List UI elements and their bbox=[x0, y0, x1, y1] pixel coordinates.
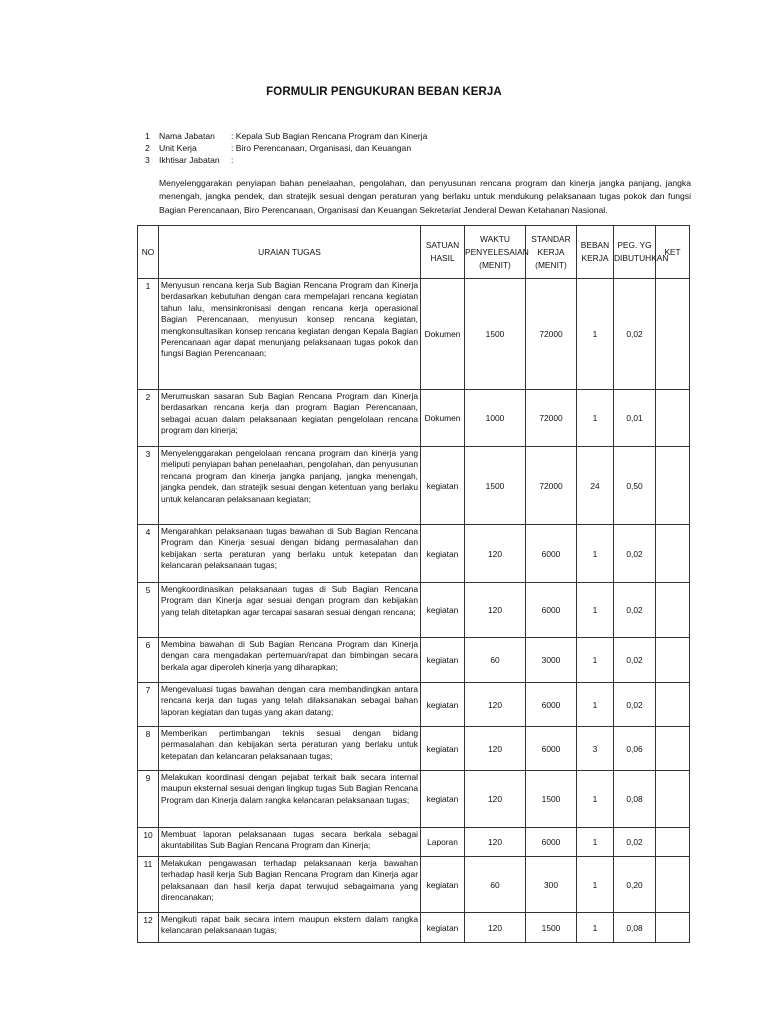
cell-task: Mengkoordinasikan pelaksanaan tugas di Sub Bagian Rencana Program dan Kinerja agar sesuai dengan program dan kebijakan yang telah ditetapkan agar tercapai sasaran sesuai dengan rencana; bbox=[159, 583, 421, 638]
table-row bbox=[138, 913, 690, 943]
info-value: : bbox=[231, 155, 234, 166]
cell-completion-time: 120 bbox=[465, 771, 526, 828]
cell-notes bbox=[656, 279, 690, 390]
info-label: Nama Jabatan bbox=[159, 131, 215, 141]
cell-staff-needed: 0,02 bbox=[614, 525, 656, 583]
cell-work-standard: 6000 bbox=[526, 683, 577, 727]
cell-output-unit: kegiatan bbox=[421, 447, 465, 525]
cell-no: 8 bbox=[138, 727, 159, 771]
cell-no: 3 bbox=[138, 447, 159, 525]
header-notes: KET bbox=[656, 226, 690, 279]
cell-work-standard: 3000 bbox=[526, 638, 577, 683]
cell-workload: 1 bbox=[577, 683, 614, 727]
cell-task: Menyelenggarakan pengelolaan rencana program dan kinerja yang meliputi penyiapan bahan penelaahan, pengolahan, dan penyusunan rencana program dan kinerja jangka panjang, jangka menengah, jangka pendek, dan stratejik sesuai dengan ketentuan yang berlaku untuk kelancaran pelaksanaan kegiatan; bbox=[159, 447, 421, 525]
cell-output-unit: kegiatan bbox=[421, 683, 465, 727]
cell-completion-time: 1500 bbox=[465, 447, 526, 525]
header-work-standard: STANDAR KERJA (MENIT) bbox=[526, 226, 577, 279]
table-row bbox=[138, 828, 690, 857]
cell-output-unit: kegiatan bbox=[421, 638, 465, 683]
cell-task: Mengikuti rapat baik secara intern maupun ekstern dalam rangka kelancaran pelaksanaan tugas; bbox=[159, 913, 421, 943]
cell-workload: 1 bbox=[577, 771, 614, 828]
table-row bbox=[138, 683, 690, 727]
table-row bbox=[138, 638, 690, 683]
cell-task: Memberikan pertimbangan teknis sesuai dengan bidang permasalahan dan kebijakan serta peraturan yang berlaku untuk ketepatan dan kelancaran pelaksanaan tugas; bbox=[159, 727, 421, 771]
header-output-unit: SATUAN HASIL bbox=[421, 226, 465, 279]
header-task-description: URAIAN TUGAS bbox=[159, 226, 421, 279]
cell-staff-needed: 0,02 bbox=[614, 279, 656, 390]
cell-completion-time: 120 bbox=[465, 583, 526, 638]
cell-workload: 1 bbox=[577, 583, 614, 638]
cell-no: 9 bbox=[138, 771, 159, 828]
cell-staff-needed: 0,02 bbox=[614, 828, 656, 857]
cell-notes bbox=[656, 727, 690, 771]
cell-work-standard: 6000 bbox=[526, 525, 577, 583]
cell-task: Membina bawahan di Sub Bagian Rencana Program dan Kinerja dengan cara mengadakan pertemuan/rapat dan bimbingan secara berkala agar diperoleh kinerja yang diharapkan; bbox=[159, 638, 421, 683]
cell-notes bbox=[656, 447, 690, 525]
cell-work-standard: 72000 bbox=[526, 279, 577, 390]
table-row bbox=[138, 771, 690, 828]
cell-staff-needed: 0,02 bbox=[614, 638, 656, 683]
cell-work-standard: 72000 bbox=[526, 447, 577, 525]
cell-staff-needed: 0,02 bbox=[614, 583, 656, 638]
info-row-summary bbox=[145, 154, 427, 166]
cell-work-standard: 300 bbox=[526, 857, 577, 913]
cell-staff-needed: 0,02 bbox=[614, 683, 656, 727]
cell-completion-time: 120 bbox=[465, 525, 526, 583]
cell-output-unit: kegiatan bbox=[421, 525, 465, 583]
info-row-job-title bbox=[145, 130, 427, 142]
cell-no: 1 bbox=[138, 279, 159, 390]
cell-work-standard: 1500 bbox=[526, 771, 577, 828]
header-completion-time: WAKTU PENYELESAIAN (MENIT) bbox=[465, 226, 526, 279]
cell-workload: 1 bbox=[577, 638, 614, 683]
cell-staff-needed: 0,06 bbox=[614, 727, 656, 771]
cell-notes bbox=[656, 390, 690, 447]
cell-completion-time: 60 bbox=[465, 638, 526, 683]
table-row bbox=[138, 727, 690, 771]
cell-workload: 1 bbox=[577, 390, 614, 447]
cell-work-standard: 6000 bbox=[526, 583, 577, 638]
cell-staff-needed: 0,08 bbox=[614, 771, 656, 828]
cell-notes bbox=[656, 583, 690, 638]
table-row bbox=[138, 583, 690, 638]
cell-notes bbox=[656, 828, 690, 857]
workload-table bbox=[137, 225, 690, 943]
cell-notes bbox=[656, 525, 690, 583]
job-info bbox=[145, 130, 427, 167]
cell-completion-time: 1000 bbox=[465, 390, 526, 447]
job-summary-text: Menyelenggarakan penyiapan bahan penelaahan, pengolahan, dan penyusunan rencana program dan kinerja jangka panjang, jangka menengah, jangka pendek, dan stratejik sesuai dengan peraturan yang berlaku untuk mendukung pelaksanaan tugas pokok dan fungsi Bagian Perencanaan, Biro Perencanaan, Organisasi dan Keuangan Sekretariat Jenderal Dewan Ketahanan Nasional. bbox=[159, 178, 691, 215]
cell-no: 4 bbox=[138, 525, 159, 583]
cell-no: 2 bbox=[138, 390, 159, 447]
cell-notes bbox=[656, 771, 690, 828]
table-row bbox=[138, 857, 690, 913]
cell-output-unit: Dokumen bbox=[421, 279, 465, 390]
cell-staff-needed: 0,20 bbox=[614, 857, 656, 913]
cell-completion-time: 120 bbox=[465, 828, 526, 857]
cell-completion-time: 60 bbox=[465, 857, 526, 913]
cell-no: 7 bbox=[138, 683, 159, 727]
cell-completion-time: 120 bbox=[465, 683, 526, 727]
cell-workload: 3 bbox=[577, 727, 614, 771]
header-workload: BEBAN KERJA bbox=[577, 226, 614, 279]
cell-notes bbox=[656, 913, 690, 943]
cell-workload: 1 bbox=[577, 279, 614, 390]
header-staff-needed: PEG. YG DIBUTUHKAN bbox=[614, 226, 656, 279]
cell-workload: 1 bbox=[577, 828, 614, 857]
info-value: : Biro Perencanaan, Organisasi, dan Keuangan bbox=[231, 143, 412, 154]
info-row-work-unit bbox=[145, 142, 427, 154]
cell-notes bbox=[656, 857, 690, 913]
info-number: 2 bbox=[145, 143, 150, 154]
cell-staff-needed: 0,01 bbox=[614, 390, 656, 447]
cell-output-unit: Dokumen bbox=[421, 390, 465, 447]
info-value: : Kepala Sub Bagian Rencana Program dan Kinerja bbox=[231, 131, 428, 141]
table-body bbox=[138, 279, 690, 943]
cell-no: 11 bbox=[138, 857, 159, 913]
cell-no: 6 bbox=[138, 638, 159, 683]
cell-task: Melakukan koordinasi dengan pejabat terkait baik secara internal maupun eksternal sesuai dengan lingkup tugas Sub Bagian Rencana Program dan Kinerja dalam rangka kelancaran pelaksanaan tugas; bbox=[159, 771, 421, 828]
cell-completion-time: 120 bbox=[465, 727, 526, 771]
cell-completion-time: 1500 bbox=[465, 279, 526, 390]
cell-workload: 1 bbox=[577, 857, 614, 913]
cell-output-unit: Laporan bbox=[421, 828, 465, 857]
cell-workload: 24 bbox=[577, 447, 614, 525]
cell-workload: 1 bbox=[577, 913, 614, 943]
cell-output-unit: kegiatan bbox=[421, 857, 465, 913]
info-number: 1 bbox=[145, 131, 150, 141]
info-label: Unit Kerja bbox=[159, 143, 197, 154]
cell-notes bbox=[656, 683, 690, 727]
cell-staff-needed: 0,50 bbox=[614, 447, 656, 525]
cell-work-standard: 6000 bbox=[526, 828, 577, 857]
cell-output-unit: kegiatan bbox=[421, 771, 465, 828]
table-row bbox=[138, 390, 690, 447]
cell-work-standard: 1500 bbox=[526, 913, 577, 943]
info-number: 3 bbox=[145, 155, 150, 166]
cell-work-standard: 72000 bbox=[526, 390, 577, 447]
cell-task: Mengevaluasi tugas bawahan dengan cara membandingkan antara rencana kerja dan tugas yang telah dilaksanakan sebagai bahan laporan kegiatan dan tugas yang akan datang; bbox=[159, 683, 421, 727]
header-no: NO bbox=[138, 226, 159, 279]
cell-task: Menyusun rencana kerja Sub Bagian Rencana Program dan Kinerja berdasarkan kebutuhan dengan cara mempelajari rencana kegiatan tahun lalu, mensinkronisasi dengan rencana kerja operasional Bagian Perencanaan, menyusun konsep rencana kegiatan, mengkonsultasikan konsep rencana kegiatan dengan Kepala Bagian Perencanaan agar dapat menunjang pelaksanaan tugas pokok dan fungsi Bagian Perencanaan; bbox=[159, 279, 421, 390]
cell-no: 12 bbox=[138, 913, 159, 943]
cell-no: 5 bbox=[138, 583, 159, 638]
cell-work-standard: 6000 bbox=[526, 727, 577, 771]
cell-output-unit: kegiatan bbox=[421, 583, 465, 638]
cell-workload: 1 bbox=[577, 525, 614, 583]
cell-notes bbox=[656, 638, 690, 683]
cell-task: Melakukan pengawasan terhadap pelaksanaan kerja bawahan terhadap hasil kerja Sub Bagian Rencana Program dan Kinerja agar pelaksanaan dan hasil kerja dapat terwujud sebagaimana yang direncanakan; bbox=[159, 857, 421, 913]
table-row bbox=[138, 525, 690, 583]
cell-task: Mengarahkan pelaksanaan tugas bawahan di Sub Bagian Rencana Program dan Kinerja sesuai dengan bidang permasalahan dan kebijakan serta peraturan yang berlaku untuk ketepatan dan kelancaran pelaksanaan tugas; bbox=[159, 525, 421, 583]
table-header-row bbox=[138, 226, 690, 279]
info-label: Ikhtisar Jabatan bbox=[159, 155, 220, 166]
cell-task: Membuat laporan pelaksanaan tugas secara berkala sebagai akuntabilitas Sub Bagian Rencana Program dan Kinerja; bbox=[159, 828, 421, 857]
cell-no: 10 bbox=[138, 828, 159, 857]
document-title: FORMULIR PENGUKURAN BEBAN KERJA bbox=[266, 86, 502, 98]
table-row bbox=[138, 447, 690, 525]
cell-task: Merumuskan sasaran Sub Bagian Rencana Program dan Kinerja berdasarkan rencana kerja dan program Bagian Perencanaan, sebagai acuan dalam pelaksanaan kegiatan pengelolaan rencana program dan kinerja; bbox=[159, 390, 421, 447]
cell-completion-time: 120 bbox=[465, 913, 526, 943]
table-row bbox=[138, 279, 690, 390]
cell-output-unit: kegiatan bbox=[421, 913, 465, 943]
cell-output-unit: kegiatan bbox=[421, 727, 465, 771]
cell-staff-needed: 0,08 bbox=[614, 913, 656, 943]
